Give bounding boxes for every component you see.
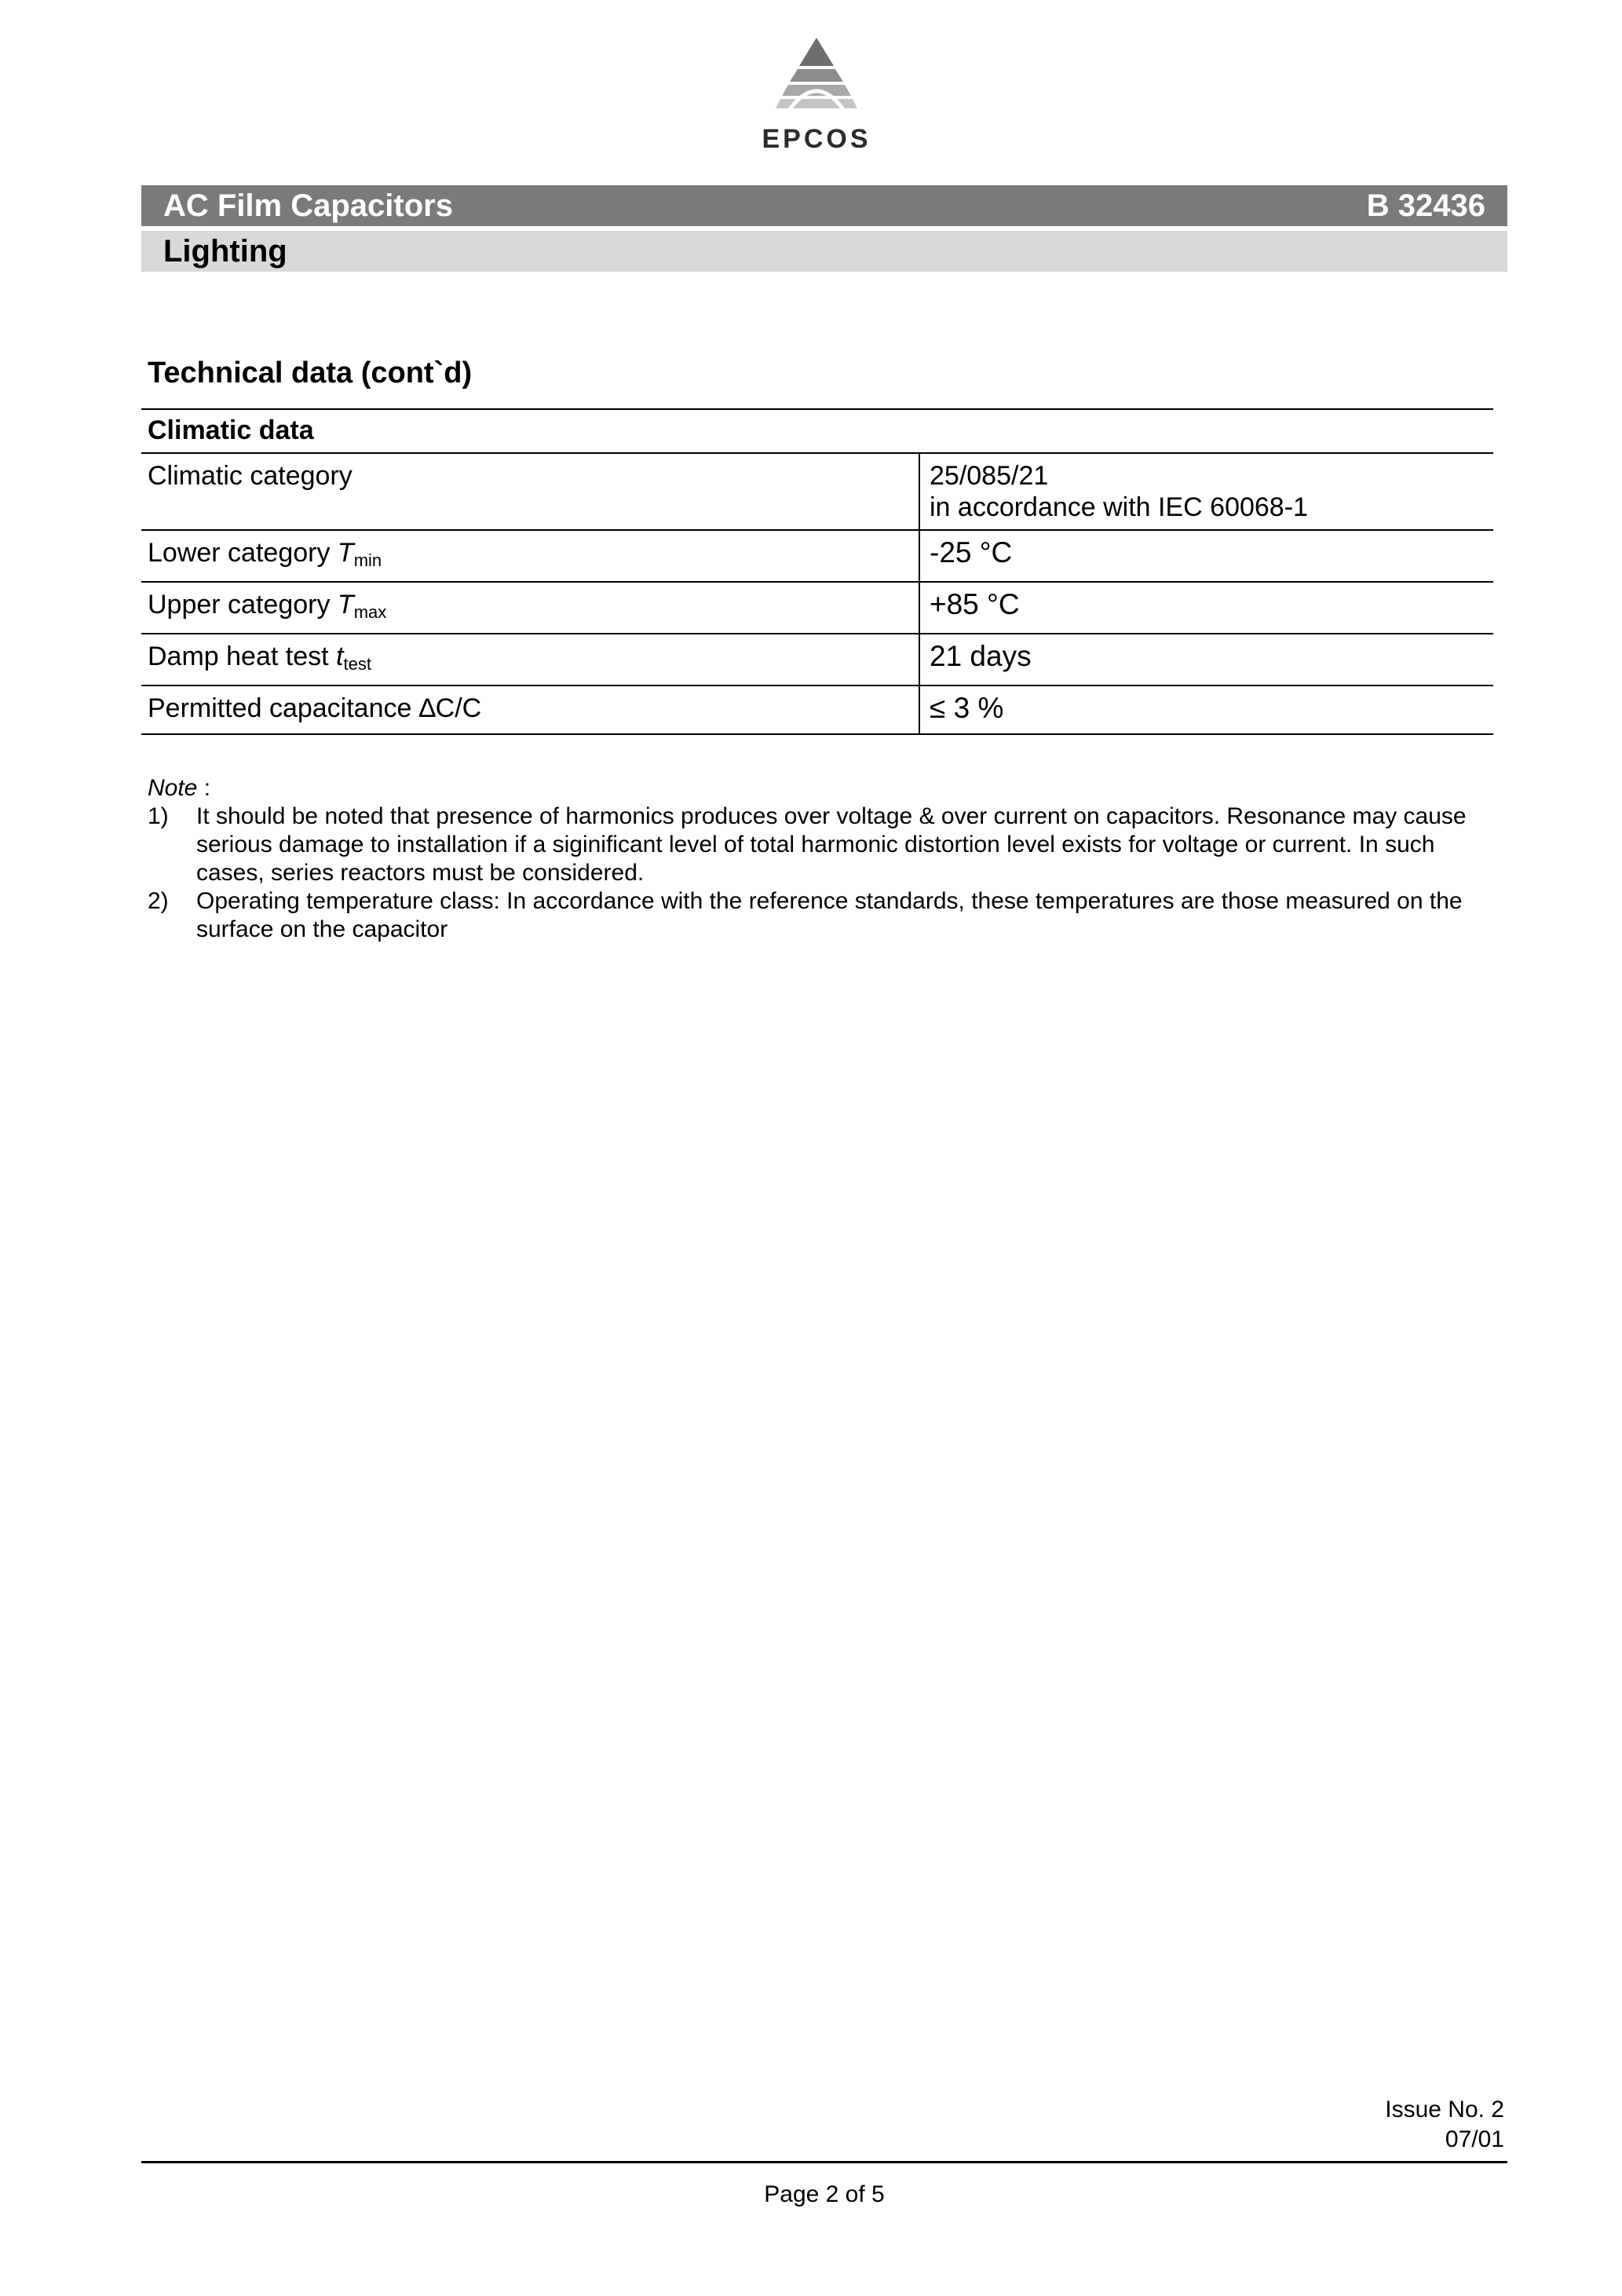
table-row [141, 686, 1493, 734]
footer-divider [141, 2161, 1507, 2163]
table-row [141, 453, 1493, 530]
document-title: AC Film Capacitors [163, 188, 453, 223]
issue-info [1385, 2095, 1504, 2155]
row-label: Permitted capacitance ∆C/C [141, 686, 919, 734]
document-subtitle: Lighting [163, 234, 287, 269]
climatic-data-table [141, 408, 1493, 735]
issue-number: Issue No. 2 [1385, 2097, 1504, 2122]
company-logo [754, 35, 879, 160]
table-row [141, 582, 1493, 634]
note-number: 1) [148, 803, 169, 829]
section-title: Technical data (cont`d) [148, 356, 473, 389]
table-row [141, 530, 1493, 582]
title-bar [141, 185, 1507, 226]
symbol: t [336, 642, 344, 671]
table-row [141, 634, 1493, 686]
label-text: Damp heat test [148, 642, 337, 671]
note-item [148, 803, 1498, 887]
row-label [141, 530, 919, 582]
subscript: min [353, 550, 382, 570]
row-value: +85 °C [919, 582, 1493, 634]
row-value: 21 days [919, 634, 1493, 686]
symbol: T [337, 538, 354, 568]
label-text: Upper category [148, 590, 338, 620]
row-value [919, 453, 1493, 530]
note-label: Note [148, 775, 198, 801]
note-item [148, 887, 1498, 944]
page-number: Page 2 of 5 [764, 2181, 885, 2207]
note-text: It should be noted that presence of harmonics produces over voltage & over current on capacitors. Resonance may cause serious damage to installation if a siginificant level of total harmonic distortion level exists for voltage or current. In such cases, series reactors must be considered. [196, 803, 1467, 886]
note-number: 2) [148, 888, 169, 914]
note-heading [148, 774, 1498, 803]
table-heading-row [141, 409, 1493, 453]
row-value: -25 °C [919, 530, 1493, 582]
row-label: Climatic category [141, 453, 919, 530]
part-number: B 32436 [1366, 188, 1485, 223]
row-label [141, 582, 919, 634]
issue-date: 07/01 [1445, 2126, 1504, 2152]
subtitle-bar [141, 231, 1507, 272]
label-text: Lower category [148, 538, 338, 568]
subscript: max [353, 602, 387, 622]
note-text: Operating temperature class: In accordance with the reference standards, these temperatures are those measured on the surface on the capacitor [196, 888, 1463, 942]
value-line: in accordance with IEC 60068-1 [930, 492, 1308, 522]
row-value: ≤ 3 % [919, 686, 1493, 734]
note-label-suffix: : [197, 775, 211, 801]
logo-text: EPCOS [762, 124, 871, 154]
symbol: T [337, 590, 354, 620]
row-label [141, 634, 919, 686]
notes-section [148, 774, 1498, 944]
epcos-pyramid-icon [769, 35, 864, 121]
table-heading: Climatic data [141, 409, 1493, 453]
subscript: test [343, 654, 371, 674]
value-line: 25/085/21 [930, 461, 1049, 491]
